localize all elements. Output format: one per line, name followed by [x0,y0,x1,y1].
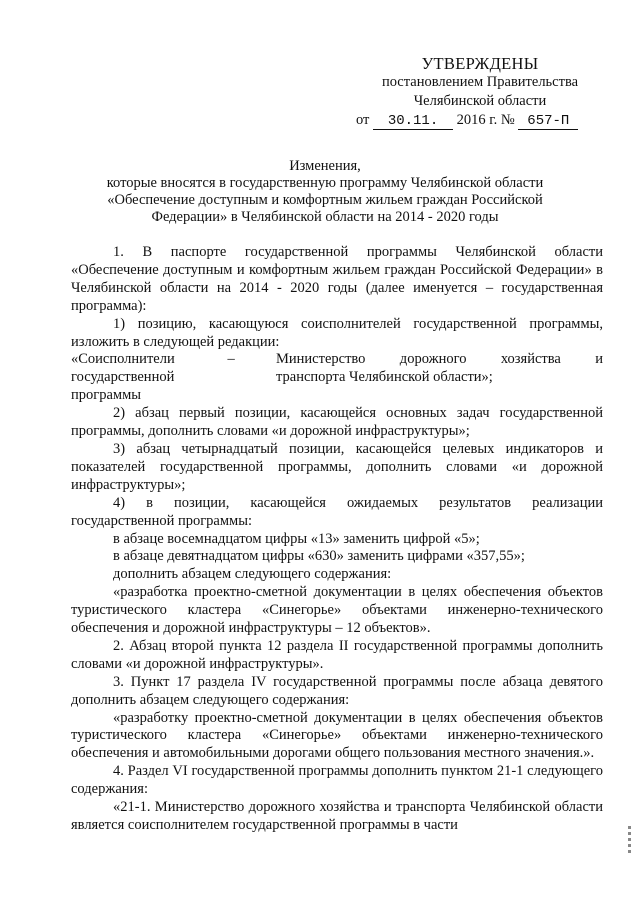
approval-number: 657-П [518,114,578,130]
table-right-2: транспорта Челябинской области»; [276,369,493,386]
document-body [71,244,603,835]
table-left-3: программы [71,387,141,404]
paragraph-7: в абзаце девятнадцатом цифры «630» заменить цифрами «357,55»; [113,548,525,565]
date-prefix: от [356,112,370,128]
paragraph-12: «разработку проектно-сметной документации в целях обеспечения объектов туристического кластера «Синегорье» объектами инженерно-технического обеспечения и автомобильными дорогами общего пользования местного значения.». [71,709,603,762]
paragraph-9: «разработка проектно-сметной документации в целях обеспечения объектов туристического кластера «Синегорье» объектами инженерно-технического обеспечения и дорожной инфраструктуры – 12 объектов». [71,584,603,637]
table-dash: – [227,351,235,368]
co-executors-table [71,351,603,405]
heading-line-2: которые вносятся в государственную программу Челябинской области [106,175,544,191]
heading-line-3: «Обеспечение доступным и комфортным жильем граждан Российской [107,192,543,208]
approval-date: 30.11. [373,114,453,130]
table-right-1: Министерство дорожного хозяйства и [276,351,603,368]
paragraph-6: в абзаце восемнадцатом цифры «13» заменить цифрой «5»; [113,530,480,547]
heading-line-1: Изменения, [289,158,361,174]
scan-margin-mark [628,826,631,856]
table-left-2: государственной [71,369,175,386]
paragraph-8: дополнить абзацем следующего содержания: [113,566,392,583]
paragraph-2: 1) позицию, касающуюся соисполнителей государственной программы, изложить в следующей редакции: [71,315,603,350]
approval-line-2: Челябинской области [413,93,547,109]
approval-line-1: постановлением Правительства [381,74,579,90]
paragraph-3: 2) абзац первый позиции, касающейся основных задач государственной программы, дополнить словами «и дорожной инфраструктуры»; [71,405,603,440]
table-row [71,387,603,405]
paragraph-14: «21-1. Министерство дорожного хозяйства и транспорта Челябинской области является соисполнителем государственной программы в части [71,799,603,833]
heading-line-4: Федерации» в Челябинской области на 2014 - 2020 годы [151,209,499,225]
approval-dateline [350,111,610,130]
paragraph-13: 4. Раздел VI государственной программы дополнить пунктом 21-1 следующего содержания: [71,763,603,798]
paragraph-4: 3) абзац четырнадцатый позиции, касающейся целевых индикаторов и показателей государственной программы, дополнить словами «и дорожной инфраструктуры»; [71,440,603,493]
approval-block [350,54,610,130]
document-heading [60,158,590,226]
table-left-1: «Соисполнители [71,351,175,368]
table-row [71,351,603,369]
approval-year: 2016 г. № [456,112,515,128]
paragraph-11: 3. Пункт 17 раздела IV государственной программы после абзаца девятого дополнить абзацем следующего содержания: [71,673,603,708]
paragraph-10: 2. Абзац второй пункта 12 раздела II государственной программы дополнить словами «и дорожной инфраструктуры». [71,637,603,672]
paragraph-5: 4) в позиции, касающейся ожидаемых результатов реализации государственной программы: [71,494,603,529]
paragraph-1: 1. В паспорте государственной программы Челябинской области «Обеспечение доступным и комфортным жильем граждан Российской Федерации» в Челябинской области на 2014 - 2020 годы (далее именуется – государственная программа): [71,244,603,314]
table-row [71,369,603,387]
approval-title: УТВЕРЖДЕНЫ [421,54,539,73]
